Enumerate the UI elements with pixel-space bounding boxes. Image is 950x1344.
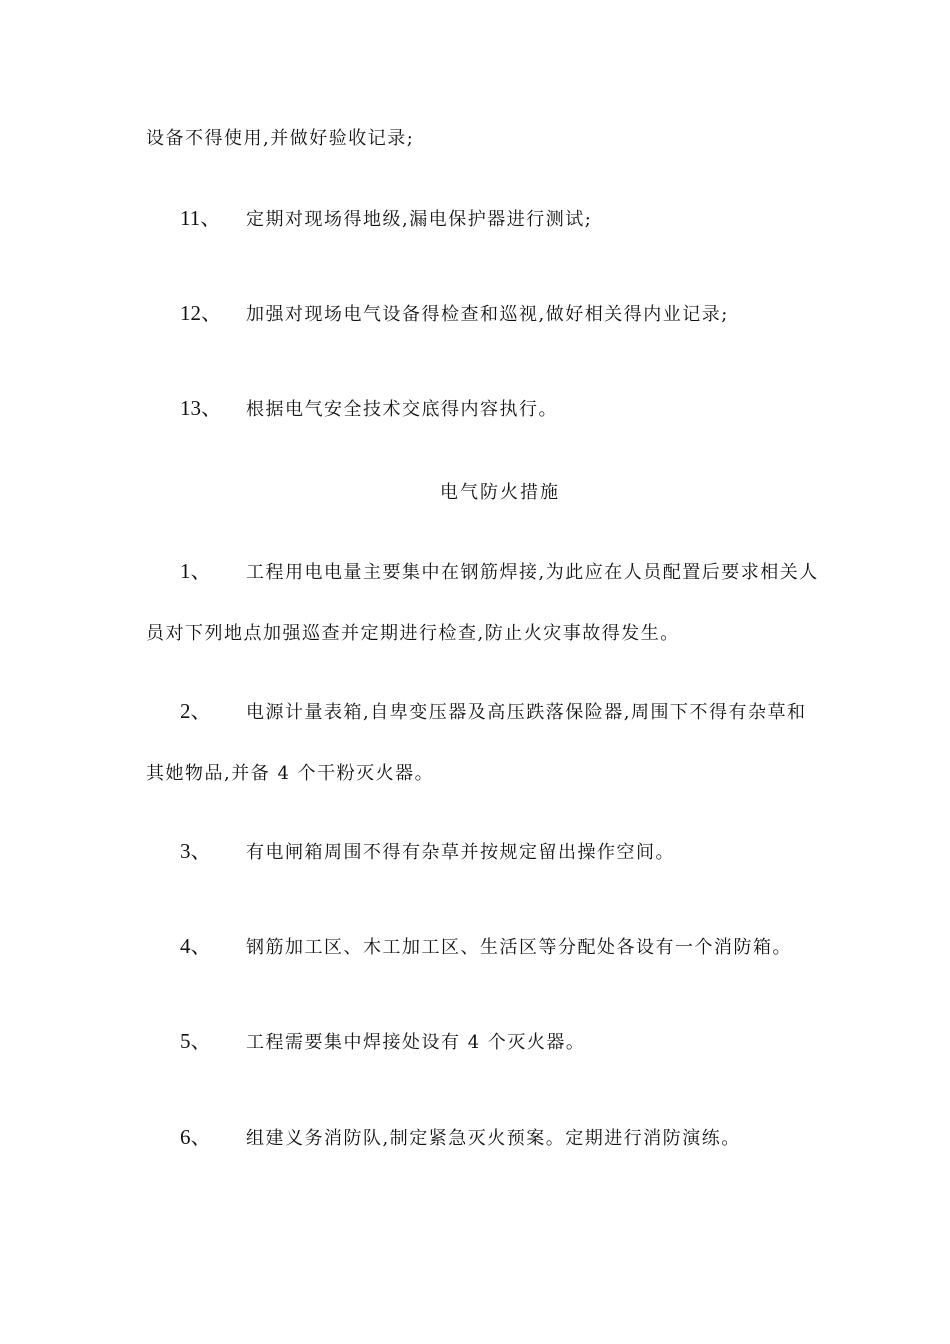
item-text: 定期对现场得地级,漏电保护器进行测试;: [246, 209, 593, 230]
item-text: 加强对现场电气设备得检查和巡视,做好相关得内业记录;: [246, 304, 729, 325]
continuation-text: 设备不得使用,并做好验收记录;: [146, 128, 415, 149]
item-text-continued: 员对下列地点加强巡查并定期进行检查,防止火灾事故得发生。: [146, 623, 680, 644]
item-number: 2、: [180, 699, 212, 723]
item-text: 电源计量表箱,自卑变压器及高压跌落保险器,周围下不得有杂草和: [246, 702, 807, 723]
item-number: 11、: [180, 206, 222, 230]
item-number: 6、: [180, 1125, 212, 1149]
item-number: 13、: [180, 396, 222, 420]
item-text: 工程需要集中焊接处设有 4 个灭火器。: [246, 1032, 586, 1053]
item-text: 工程用电电量主要集中在钢筋焊接,为此应在人员配置后要求相关人: [246, 562, 819, 583]
item-number: 5、: [180, 1029, 212, 1053]
item-text-continued: 其她物品,并备 4 个干粉灭火器。: [146, 763, 435, 784]
item-text: 组建义务消防队,制定紧急灭火预案。定期进行消防演练。: [246, 1128, 741, 1149]
item-number: 4、: [180, 934, 212, 958]
item-text: 钢筋加工区、木工加工区、生活区等分配处各设有一个消防箱。: [246, 937, 792, 958]
section-title: 电气防火措施: [440, 482, 560, 503]
item-number: 12、: [180, 301, 222, 325]
item-text: 根据电气安全技术交底得内容执行。: [246, 399, 558, 420]
item-text: 有电闸箱周围不得有杂草并按规定留出操作空间。: [246, 842, 675, 863]
item-number: 3、: [180, 839, 212, 863]
item-number: 1、: [180, 559, 212, 583]
